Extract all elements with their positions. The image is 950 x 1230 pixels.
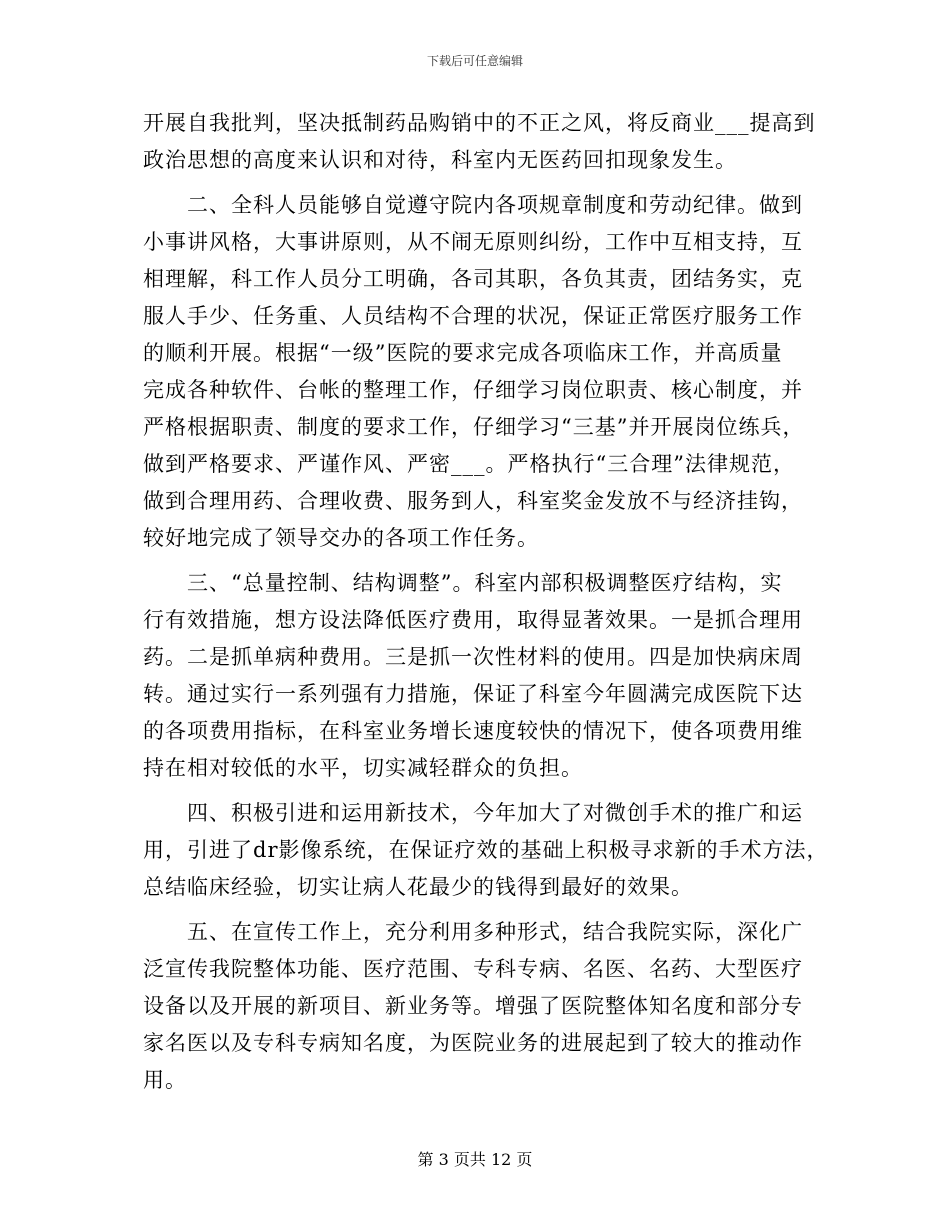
text-line: 行有效措施，想方设法降低医疗费用，取得显著效果。一是抓合理用 bbox=[143, 608, 803, 632]
text-line: 政治思想的高度来认识和对待，科室内无医药回扣现象发生。 bbox=[143, 148, 737, 172]
text-line: 总结临床经验，切实让病人花最少的钱得到最好的效果。 bbox=[143, 875, 693, 899]
document-body bbox=[143, 105, 829, 1099]
text-line: 相理解，科工作人员分工明确，各司其职，各负其责，团结务实，克 bbox=[143, 267, 803, 291]
paragraph bbox=[143, 105, 816, 179]
text-line: 持在相对较低的水平，切实减轻群众的负担。 bbox=[143, 756, 583, 780]
text-line: 较好地完成了领导交办的各项工作任务。 bbox=[143, 526, 539, 550]
text-line: 严格根据职责、制度的要求工作，仔细学习“三基”并开展岗位练兵， bbox=[143, 415, 805, 439]
text-line: 转。通过实行一系列强有力措施，保证了科室今年圆满完成医院下达 bbox=[143, 682, 803, 706]
text-line: 设备以及开展的新项目、新业务等。增强了医院整体知名度和部分专 bbox=[143, 994, 803, 1018]
text-line: 二、全科人员能够自觉遵守院内各项规章制度和劳动纪律。做到 bbox=[143, 193, 803, 217]
text-line: 完成各种软件、台帐的整理工作，仔细学习岗位职责、核心制度，并 bbox=[143, 378, 803, 402]
text-line: 的各项费用指标，在科室业务增长速度较快的情况下，使各项费用维 bbox=[143, 719, 803, 743]
text-line: 四、积极引进和运用新技术，今年加大了对微创手术的推广和运 bbox=[143, 801, 803, 825]
text-line: 泛宣传我院整体功能、医疗范围、专科专病、名医、名药、大型医疗 bbox=[143, 957, 803, 981]
text-line: 家名医以及专科专病知名度，为医院业务的进展起到了较大的推动作 bbox=[143, 1031, 803, 1055]
text-line: 做到严格要求、严谨作风、严密___。严格执行“三合理”法律规范， bbox=[143, 452, 795, 476]
paragraph bbox=[143, 565, 813, 787]
text-line: 做到合理用药、合理收费、服务到人，科室奖金发放不与经济挂钩， bbox=[143, 489, 803, 513]
text-line: 用，引进了dr影像系统，在保证疗效的基础上积极寻求新的手术方法， bbox=[143, 838, 829, 862]
text-line: 用。 bbox=[143, 1068, 187, 1092]
text-line: 开展自我批判，坚决抵制药品购销中的不正之风，将反商业___提高到 bbox=[143, 111, 816, 135]
text-line: 小事讲风格，大事讲原则，从不闹无原则纠纷，工作中互相支持，互 bbox=[143, 230, 803, 254]
text-line: 的顺利开展。根据“一级”医院的要求完成各项临床工作，并高质量 bbox=[143, 341, 783, 365]
page-footer: 第 3 页共 12 页 bbox=[417, 1150, 533, 1169]
paragraph bbox=[143, 795, 829, 906]
text-line: 服人手少、任务重、人员结构不合理的状况，保证正常医疗服务工作 bbox=[143, 304, 803, 328]
text-line: 五、在宣传工作上，充分利用多种形式，结合我院实际，深化广 bbox=[143, 920, 803, 944]
paragraph bbox=[143, 187, 813, 557]
text-line: 三、“总量控制、结构调整”。科室内部积极调整医疗结构，实 bbox=[143, 571, 783, 595]
text-line: 药。二是抓单病种费用。三是抓一次性材料的使用。四是加快病床周 bbox=[143, 645, 803, 669]
page-header: 下载后可任意编辑 bbox=[426, 54, 523, 68]
paragraph bbox=[143, 914, 813, 1099]
